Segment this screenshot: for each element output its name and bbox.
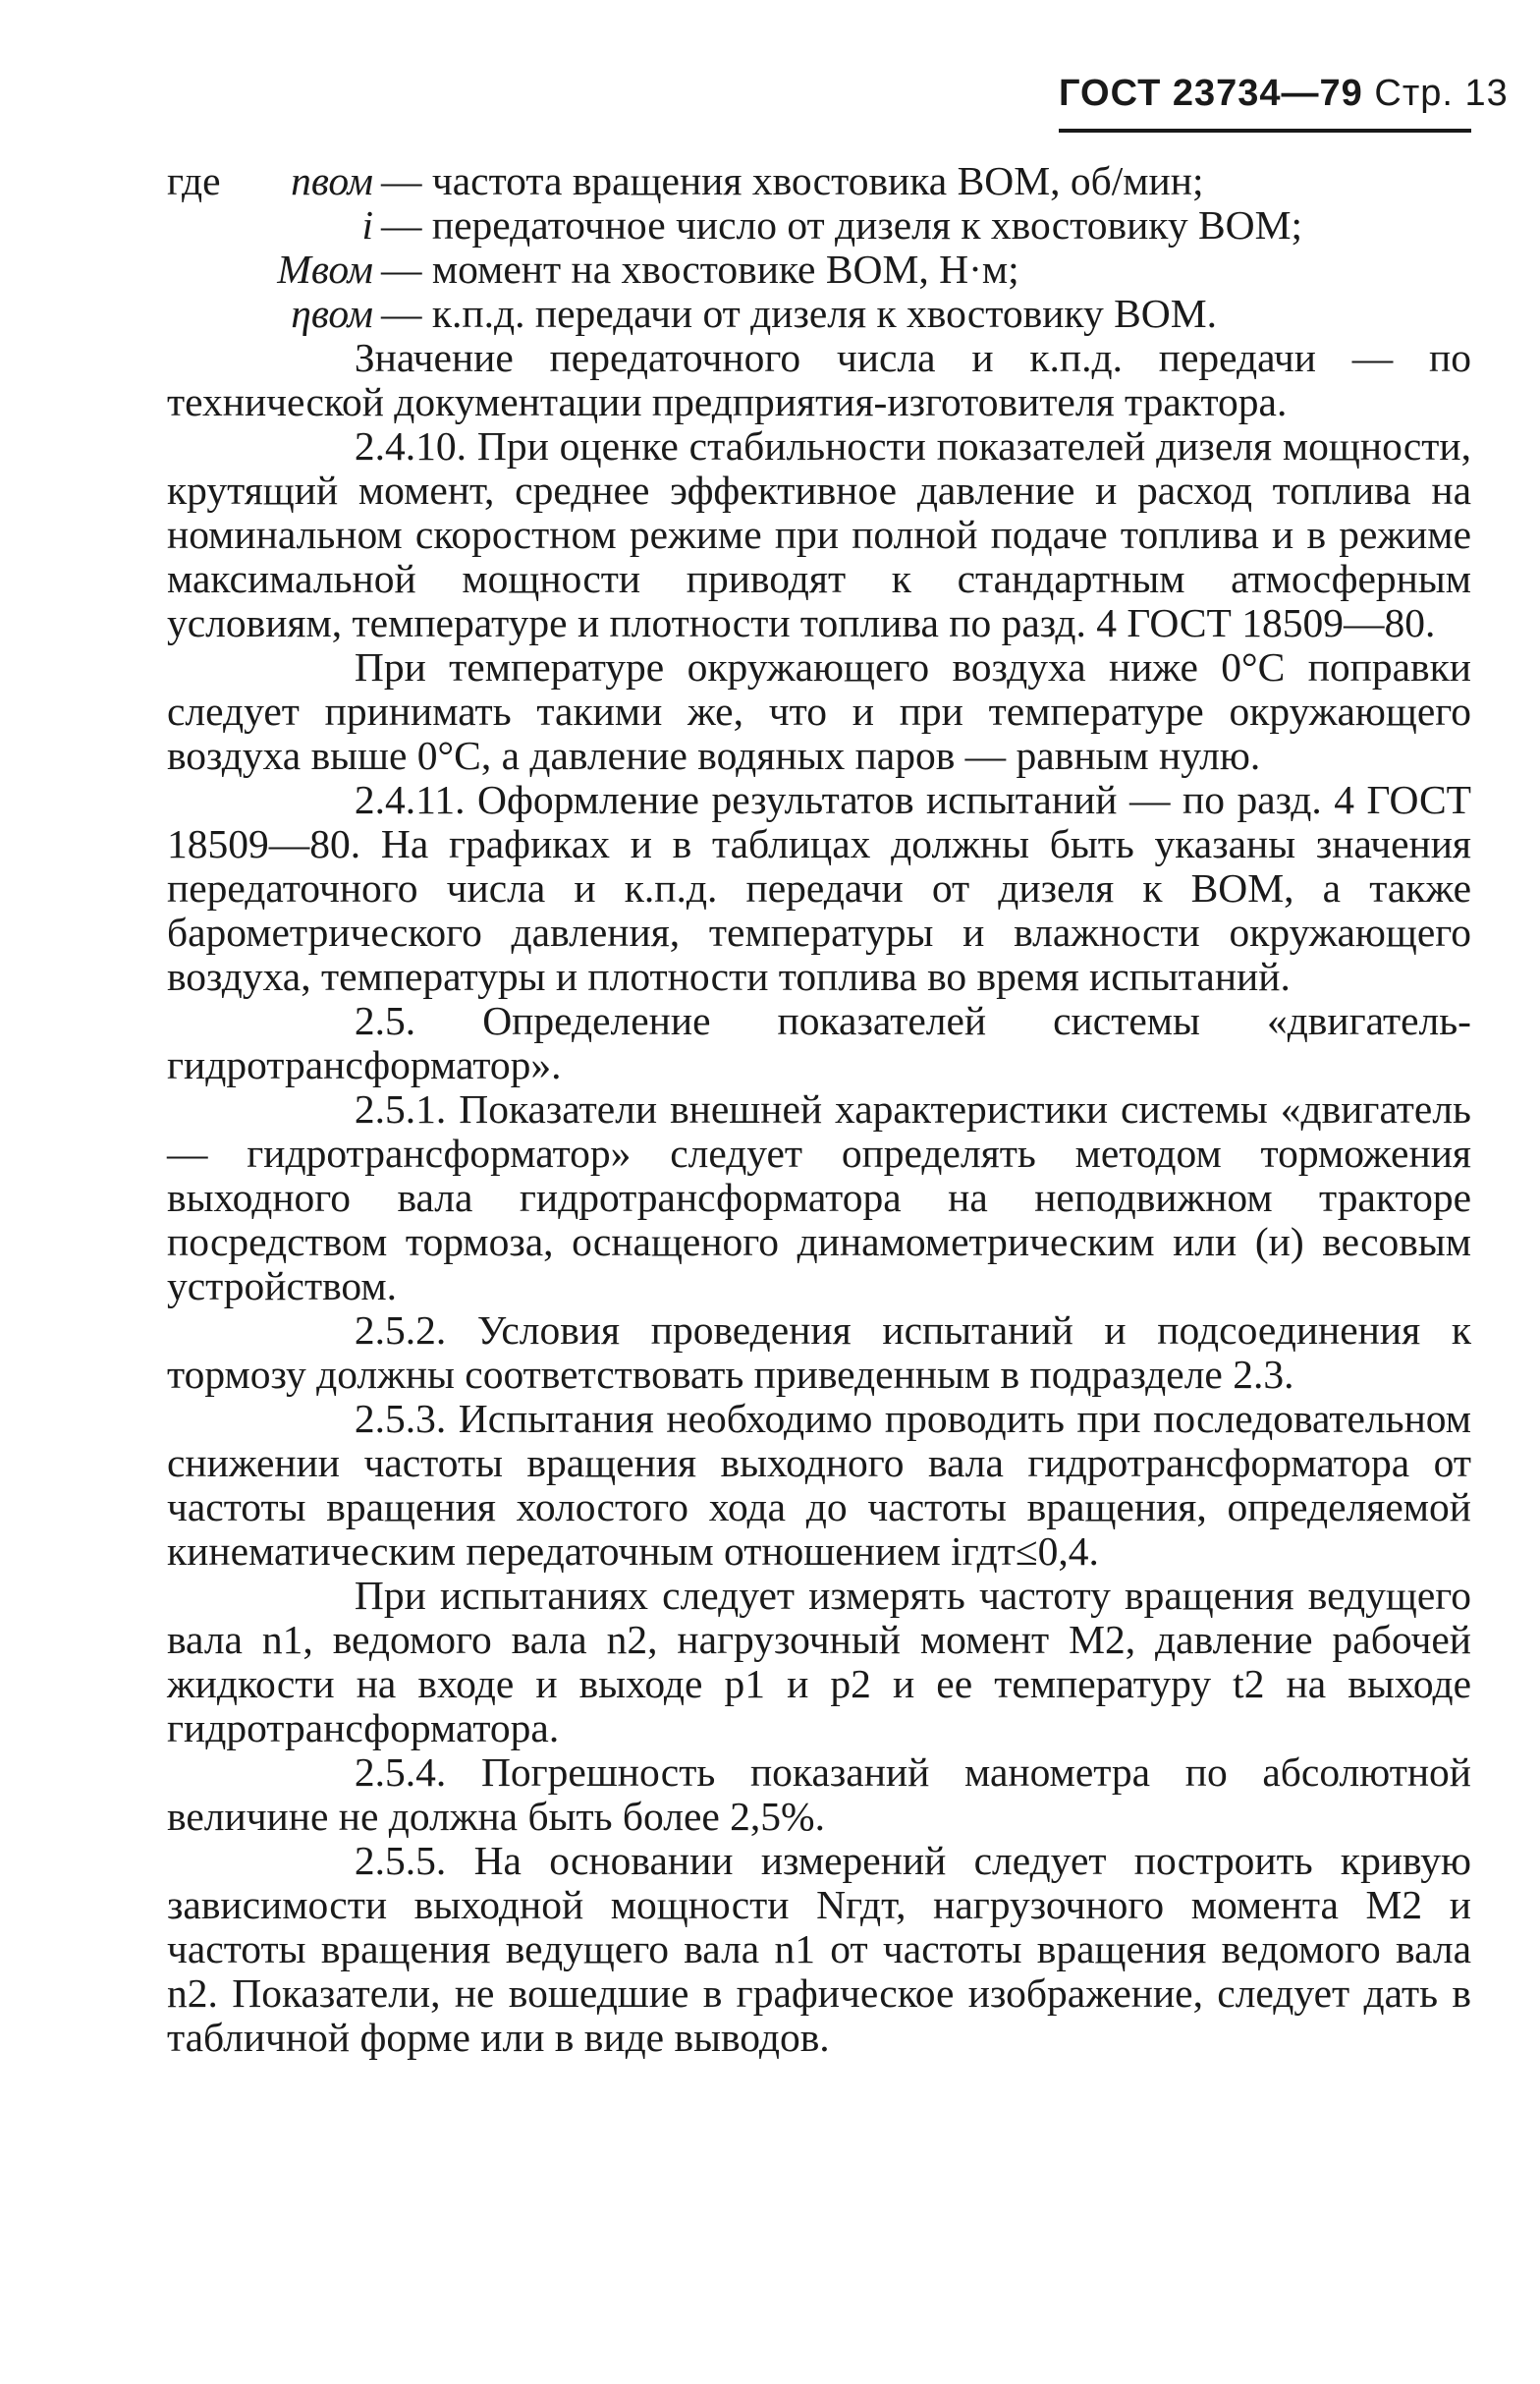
- clause-2-5-4: 2.5.4. Погрешность показаний манометра по абсолютной величине не должна быть более 2,5%.: [167, 1749, 1471, 1839]
- clause-2-5: 2.5. Определение показателей системы «двигатель-гидротрансформатор».: [167, 998, 1471, 1087]
- clause-2-5-3: 2.5.3. Испытания необходимо проводить при последовательном снижении частоты вращения выходного вала гидротрансформатора от частоты вращения холостого хода до частоты вращения, определяемой кинематическим передаточным отношением iгдт≤0,4.: [167, 1396, 1471, 1574]
- standard-number: ГОСТ 23734—79: [1059, 73, 1363, 114]
- paragraph-ratio-source: Значение передаточного числа и к.п.д. передачи — по технической документации предприятия-изготовителя трактора.: [167, 335, 1471, 424]
- clause-2-5-1: 2.5.1. Показатели внешней характеристики системы «двигатель — гидротрансформатор» следует определять методом торможения выходного вала гидротрансформатора на неподвижном тракторе посредством тормоза, оснащеного динамометрическим или (и) весовым устройством.: [167, 1086, 1471, 1308]
- definition-text: — частота вращения хвостовика ВОМ, об/мин;: [381, 158, 1204, 203]
- definition-symbol: i: [361, 202, 373, 248]
- paragraph-low-temperature: При температуре окружающего воздуха ниже 0°С поправки следует принимать такими же, что и при температуре окружающего воздуха выше 0°С, а давление водяных паров — равным нулю.: [167, 644, 1471, 778]
- definition-row: [167, 203, 1471, 248]
- definition-row: [167, 159, 1471, 203]
- definition-lead: где: [167, 158, 221, 203]
- definition-text: — момент на хвостовике ВОМ, Н·м;: [381, 247, 1019, 292]
- definition-symbol: ηвом: [291, 291, 373, 336]
- clause-2-5-5: 2.5.5. На основании измерений следует построить кривую зависимости выходной мощности Nгдт, нагрузочного момента M2 и частоты вращения ведущего вала n1 от частоты вращения ведомого вала n2. Показатели, не вошедшие в графическое изображение, следует дать в табличной форме или в виде выводов.: [167, 1838, 1471, 2060]
- clause-2-4-11: 2.4.11. Оформление результатов испытаний — по разд. 4 ГОСТ 18509—80. На графиках и в таблицах должны быть указаны значения передаточного числа и к.п.д. передачи от дизеля к ВОМ, а также барометрического давления, температуры и влажности окружающего воздуха, температуры и плотности топлива во время испытаний.: [167, 777, 1471, 999]
- header-rule: [1059, 129, 1471, 133]
- definition-row: [167, 248, 1471, 292]
- definition-text: — передаточное число от дизеля к хвостовику ВОМ;: [381, 202, 1303, 248]
- paragraph-measurements: При испытаниях следует измерять частоту вращения ведущего вала n1, ведомого вала n2, нагрузочный момент M2, давление рабочей жидкости на входе и выходе p1 и p2 и ее температуру t2 на выходе гидротрансформатора.: [167, 1573, 1471, 1750]
- page-number: Стр. 13: [1374, 73, 1509, 114]
- clause-2-4-10: 2.4.10. При оценке стабильности показателей дизеля мощности, крутящий момент, среднее эффективное давление и расход топлива на номинальном скоростном режиме при полной подаче топлива и в режиме максимальной мощности приводят к стандартным атмосферным условиям, температуре и плотности топлива по разд. 4 ГОСТ 18509—80.: [167, 423, 1471, 645]
- clause-2-5-2: 2.5.2. Условия проведения испытаний и подсоединения к тормозу должны соответствовать приведенным в подразделе 2.3.: [167, 1307, 1471, 1397]
- definition-symbol: nвом: [291, 158, 373, 203]
- running-header: [1059, 73, 1509, 115]
- definition-text: — к.п.д. передачи от дизеля к хвостовику ВОМ.: [381, 291, 1218, 336]
- definition-row: [167, 292, 1471, 336]
- definition-symbol: Mвом: [277, 247, 373, 292]
- symbol-definitions: [167, 159, 1471, 336]
- page-body: [167, 159, 1471, 2060]
